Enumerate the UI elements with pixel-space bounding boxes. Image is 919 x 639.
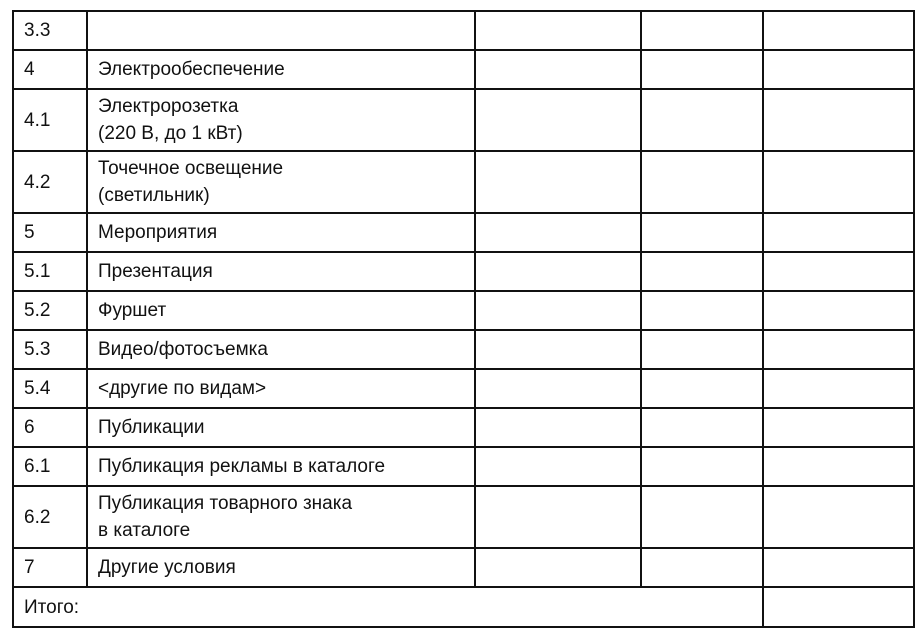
table-cell [475,369,641,408]
table-cell [475,213,641,252]
table-cell [475,548,641,587]
row-number: 4.2 [13,151,87,213]
table-cell [763,89,914,151]
row-name-line: <другие по видам> [98,378,267,399]
row-number: 4.1 [13,89,87,151]
table-cell [763,291,914,330]
table-cell [641,408,763,447]
row-name-line: Электророзетка [98,96,239,117]
row-name-line: (220 В, до 1 кВт) [98,123,243,144]
table-row [13,548,914,587]
table-cell [763,252,914,291]
table-cell [641,50,763,89]
table-row [13,151,914,213]
row-name [87,151,475,213]
row-number: 7 [13,548,87,587]
table-row [13,408,914,447]
table-cell [641,11,763,50]
row-name [87,447,475,486]
row-name-line: (светильник) [98,185,210,206]
table-row [13,291,914,330]
row-name [87,50,475,89]
table-cell [763,486,914,548]
table-cell [641,213,763,252]
table-cell [763,50,914,89]
row-name [87,252,475,291]
row-name-line: Презентация [98,261,213,282]
total-value-cell [763,587,914,627]
row-name-line: Мероприятия [98,222,218,243]
row-name-line: Публикация товарного знака [98,493,353,514]
table-row [13,369,914,408]
table-cell [641,486,763,548]
row-number: 5.1 [13,252,87,291]
table-cell [475,330,641,369]
row-number: 5.3 [13,330,87,369]
table-cell [763,548,914,587]
table-row [13,89,914,151]
table-row [13,252,914,291]
budget-table [12,10,915,628]
table-cell [475,89,641,151]
row-name-line: Точечное освещение [98,158,284,179]
table-cell [475,50,641,89]
table-cell [763,213,914,252]
total-label: Итого: [13,587,763,627]
table-cell [763,151,914,213]
table-cell [641,548,763,587]
row-name [87,291,475,330]
table-cell [475,11,641,50]
table-cell [475,252,641,291]
table-row [13,330,914,369]
table-cell [475,486,641,548]
table-row [13,50,914,89]
row-name-line: Публикация рекламы в каталоге [98,456,386,477]
row-name-line: Видео/фотосъемка [98,339,268,360]
row-number: 5.4 [13,369,87,408]
table-cell [641,447,763,486]
table-cell [763,369,914,408]
row-number: 6 [13,408,87,447]
table-cell [763,11,914,50]
row-name [87,11,475,50]
row-name-line: Электрообеспечение [98,59,285,80]
row-number: 6.2 [13,486,87,548]
row-name [87,213,475,252]
table-cell [641,151,763,213]
table-cell [641,330,763,369]
table-cell [641,89,763,151]
row-number: 3.3 [13,11,87,50]
table-cell [475,291,641,330]
row-number: 5 [13,213,87,252]
row-name [87,89,475,151]
row-number: 5.2 [13,291,87,330]
table-row [13,213,914,252]
table-row [13,11,914,50]
row-name [87,330,475,369]
row-name [87,486,475,548]
total-row [13,587,914,627]
row-name-line: Публикации [98,417,205,438]
row-name [87,408,475,447]
row-number: 4 [13,50,87,89]
table-row [13,486,914,548]
table-cell [475,151,641,213]
table-cell [641,291,763,330]
table-cell [763,447,914,486]
table-cell [763,330,914,369]
table-cell [475,408,641,447]
table-cell [763,408,914,447]
table-cell [641,369,763,408]
row-number: 6.1 [13,447,87,486]
row-name-line: в каталоге [98,520,191,541]
table-body [13,11,914,627]
table-cell [641,252,763,291]
row-name-line: Фуршет [98,300,167,321]
row-name [87,369,475,408]
table-cell [475,447,641,486]
table-row [13,447,914,486]
row-name-line: Другие условия [98,557,236,578]
row-name [87,548,475,587]
